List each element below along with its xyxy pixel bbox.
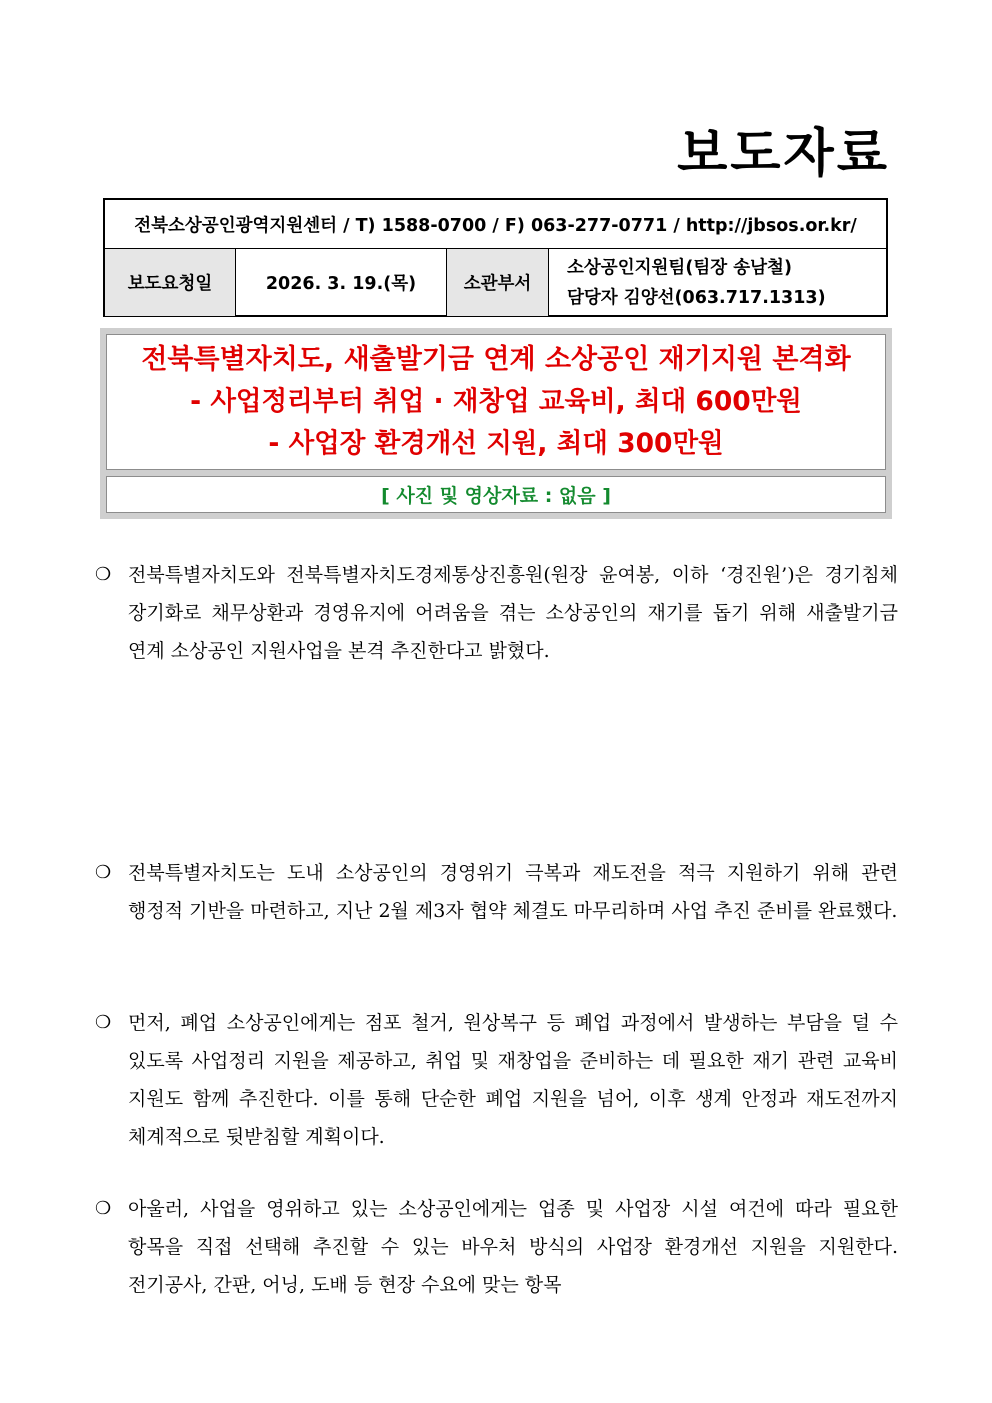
headline-subtitle-1: - 사업정리부터 취업 · 재창업 교육비, 최대 600만원: [190, 386, 802, 417]
media-note: [ 사진 및 영상자료 : 없음 ]: [106, 476, 886, 513]
bullet-circle-icon: ❍: [95, 1012, 112, 1033]
release-date-value: 2026. 3. 19.(목): [236, 249, 447, 316]
paragraph-text: 아울러, 사업을 영위하고 있는 소상공인에게는 업종 및 사업장 시설 여건에 따라 필요한 항목을 직접 선택해 추진할 수 있는 바우처 방식의 사업장 환경개선 지원을 지원한다. 전기공사, 간판, 어닝, 도배 등 현장 수요에 맞는 항목: [128, 1198, 898, 1296]
paragraph: [95, 854, 898, 930]
paragraph-text: 전북특별자치도와 전북특별자치도경제통상진흥원(원장 윤여봉, 이하 ‘경진원’)은 경기침체 장기화로 채무상환과 경영유지에 어려움을 겪는 소상공인의 재기를 돕기 위해 새출발기금 연계 소상공인 지원사업을 본격 추진한다고 밝혔다.: [128, 564, 898, 662]
paragraph-text: 먼저, 폐업 소상공인에게는 점포 철거, 원상복구 등 폐업 과정에서 발생하는 부담을 덜 수 있도록 사업정리 지원을 제공하고, 취업 및 재창업을 준비하는 데 필요한 재기 관련 교육비 지원도 함께 추진한다. 이를 통해 단순한 폐업 지원을 넘어, 이후 생계 안정과 재도전까지 체계적으로 뒷받침할 계획이다.: [128, 1012, 898, 1148]
paragraph: [95, 1004, 898, 1156]
department-label: 소관부서: [447, 249, 549, 316]
bullet-circle-icon: ❍: [95, 1198, 112, 1219]
release-date-label: 보도요청일: [105, 249, 236, 316]
paragraph: [95, 1190, 898, 1304]
document-type-title: 보도자료: [677, 124, 890, 184]
release-info-table: [103, 198, 888, 317]
contact-info: 전북소상공인광역지원센터 / T) 1588-0700 / F) 063-277-0771 / http://jbsos.or.kr/: [105, 200, 886, 249]
release-details-row: [105, 249, 886, 316]
department-contact: 담당자 김양선(063.717.1313): [567, 287, 826, 308]
department-team: 소상공인지원팀(팀장 송남철): [567, 257, 792, 278]
department-info: [549, 249, 886, 316]
headline-title: 전북특별자치도, 새출발기금 연계 소상공인 재기지원 본격화: [141, 344, 851, 375]
paragraph-text: 전북특별자치도는 도내 소상공인의 경영위기 극복과 재도전을 적극 지원하기 위해 관련 행정적 기반을 마련하고, 지난 2월 제3자 협약 체결도 마무리하며 사업 추진 준비를 완료했다.: [128, 862, 898, 922]
headline-box: [100, 328, 892, 519]
bullet-circle-icon: ❍: [95, 862, 112, 883]
headline-subtitle-2: - 사업장 환경개선 지원, 최대 300만원: [268, 428, 724, 459]
headline-panel: [106, 334, 886, 470]
paragraph: [95, 556, 898, 670]
bullet-circle-icon: ❍: [95, 564, 112, 585]
